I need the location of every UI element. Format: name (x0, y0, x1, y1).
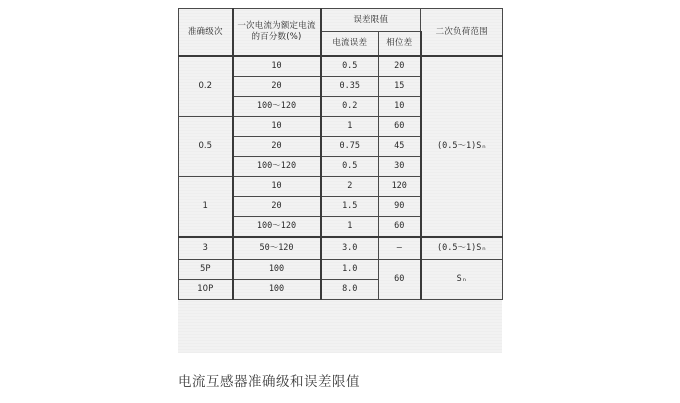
cell-phase-error: 20 (379, 56, 421, 77)
header-error-limits: 误差限值 (321, 9, 421, 32)
cell-accuracy-class: 0.2 (179, 56, 233, 117)
cell-current-error: 2 (321, 177, 379, 197)
ct-accuracy-table (178, 8, 503, 300)
cell-phase-error: 60 (379, 117, 421, 137)
cell-accuracy-class: 5P (179, 259, 233, 279)
cell-current-error: 8.0 (321, 279, 379, 299)
cell-current-error: 0.75 (321, 137, 379, 157)
cell-current-error: 0.5 (321, 157, 379, 177)
cell-primary-pct: 100～120 (233, 217, 321, 238)
cell-secondary-burden: Sₙ (421, 259, 503, 299)
cell-primary-pct: 100 (233, 279, 321, 299)
cell-primary-pct: 20 (233, 137, 321, 157)
cell-phase-error: 10 (379, 97, 421, 117)
cell-primary-pct: 100 (233, 259, 321, 279)
cell-primary-pct: 10 (233, 177, 321, 197)
cell-phase-error: 120 (379, 177, 421, 197)
header-accuracy-class: 准确级次 (179, 9, 233, 57)
cell-phase-error: — (379, 237, 421, 259)
cell-phase-error: 90 (379, 197, 421, 217)
cell-current-error: 3.0 (321, 237, 379, 259)
cell-current-error: 1 (321, 217, 379, 238)
cell-phase-error: 60 (379, 217, 421, 238)
cell-accuracy-class: 1 (179, 177, 233, 238)
table-row (179, 56, 503, 77)
cell-accuracy-class: 0.5 (179, 117, 233, 177)
cell-secondary-burden: (0.5～1)Sₙ (421, 237, 503, 259)
cell-current-error: 1.5 (321, 197, 379, 217)
cell-secondary-burden: (0.5～1)Sₙ (421, 56, 503, 237)
cell-accuracy-class: 3 (179, 237, 233, 259)
header-secondary-burden: 二次负荷范围 (421, 9, 503, 57)
cell-current-error: 0.2 (321, 97, 379, 117)
header-primary-current-pct: 一次电流为额定电流的百分数(%) (233, 9, 321, 57)
cell-primary-pct: 20 (233, 77, 321, 97)
cell-primary-pct: 10 (233, 56, 321, 77)
cell-current-error: 0.35 (321, 77, 379, 97)
header-current-error: 电流误差 (321, 32, 379, 56)
table-row (179, 237, 503, 259)
cell-primary-pct: 100～120 (233, 157, 321, 177)
cell-current-error: 1 (321, 117, 379, 137)
table-row (179, 259, 503, 279)
cell-accuracy-class: 10P (179, 279, 233, 299)
header-phase-error: 相位差 (379, 32, 421, 56)
table-header-row (179, 9, 503, 32)
cell-phase-error: 30 (379, 157, 421, 177)
cell-phase-error: 45 (379, 137, 421, 157)
cell-primary-pct: 50～120 (233, 237, 321, 259)
cell-phase-error: 60 (379, 259, 421, 299)
cell-phase-error: 15 (379, 77, 421, 97)
scanned-table-image (178, 8, 502, 353)
figure-caption: 电流互感器准确级和误差限值 (178, 374, 360, 390)
cell-primary-pct: 10 (233, 117, 321, 137)
cell-primary-pct: 20 (233, 197, 321, 217)
cell-primary-pct: 100～120 (233, 97, 321, 117)
cell-current-error: 1.0 (321, 259, 379, 279)
cell-current-error: 0.5 (321, 56, 379, 77)
